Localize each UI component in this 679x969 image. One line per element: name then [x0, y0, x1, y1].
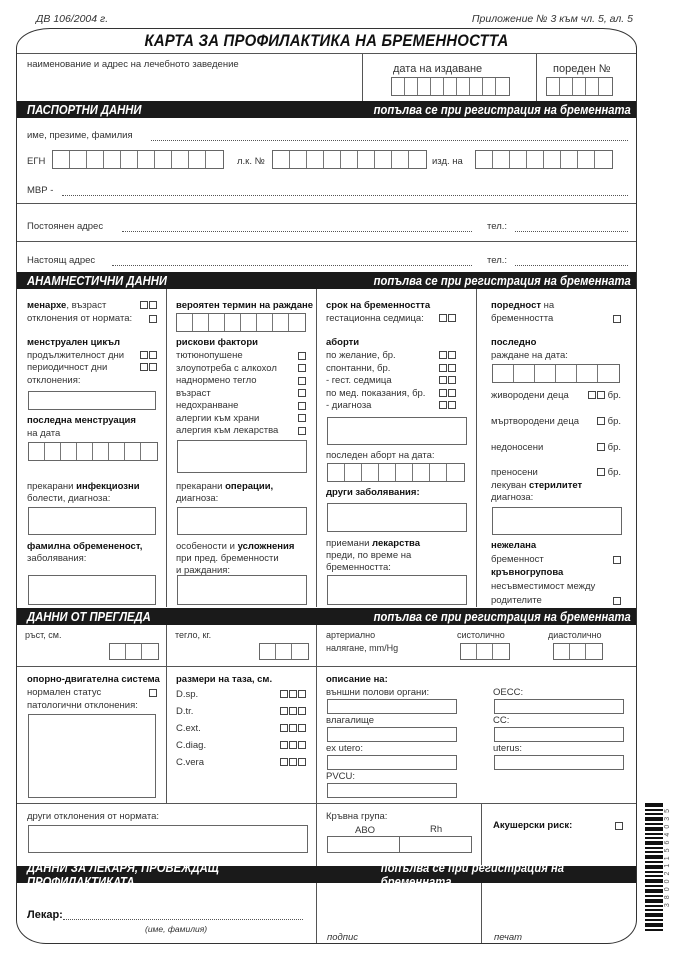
current-phone-input[interactable]	[515, 265, 628, 266]
checkbox[interactable]	[289, 690, 297, 698]
checkbox[interactable]	[280, 724, 288, 732]
checkbox[interactable]	[588, 391, 596, 399]
name-hint: (име, фамилия)	[145, 924, 208, 934]
abortion-item: по желание, бр.	[326, 350, 456, 361]
last-birth-title: последно	[491, 337, 537, 348]
checkbox[interactable]	[280, 707, 288, 715]
weight-input[interactable]	[259, 643, 309, 660]
current-address-label: Настоящ адрес	[27, 255, 96, 266]
deviations-label: отклонения:	[27, 375, 81, 386]
egn-label: ЕГН	[27, 156, 46, 167]
risk-factor-item: алергия към лекарства	[176, 425, 306, 436]
checkbox[interactable]	[280, 741, 288, 749]
phone-label: тел.:	[487, 255, 508, 266]
bp-label-2: налягане, mm/Hg	[326, 643, 399, 653]
doctor-name-input[interactable]	[63, 919, 303, 920]
periodicity-row: периодичност дни	[27, 362, 157, 373]
systolic-label: систолично	[457, 630, 505, 640]
unwanted-title: нежелана	[491, 540, 537, 551]
menarche-row: менархе, възраст	[27, 300, 157, 311]
section-doctor-header	[17, 860, 636, 889]
issue-date-label: дата на издаване	[393, 63, 483, 75]
abortion-item: спонтанни, бр.	[326, 363, 456, 374]
description-input[interactable]	[327, 783, 457, 798]
section-note: попълва се при регистрация на бременната	[373, 609, 631, 624]
risk-factor-item: алергии към храни	[176, 413, 306, 424]
diastolic-input[interactable]	[553, 643, 603, 660]
checkbox[interactable]	[439, 401, 447, 409]
pregnancy-card-form	[16, 28, 637, 944]
stamp-label: печат	[494, 932, 523, 943]
pelvis-title: размери на таза, см.	[176, 674, 273, 685]
annex-reference: Приложение № 3 към чл. 5, ал. 5	[471, 13, 633, 25]
checkbox[interactable]	[149, 301, 157, 309]
checkbox[interactable]	[149, 689, 157, 697]
permanent-phone-input[interactable]	[515, 231, 628, 232]
musculo-title: опорно-двигателна система	[27, 674, 160, 685]
checkbox[interactable]	[280, 758, 288, 766]
checkbox[interactable]	[149, 363, 157, 371]
checkbox[interactable]	[298, 352, 306, 360]
complications-label-3: и раждания:	[176, 565, 231, 576]
height-input[interactable]	[109, 643, 159, 660]
term-title: срок на бременността	[326, 300, 431, 311]
risk-factor-item: злоупотреба с алкохол	[176, 363, 306, 374]
blood-incompat-label-2: несъвместимост между	[491, 581, 596, 592]
infectious-label-2: болести, диагноза:	[27, 493, 111, 504]
checkbox[interactable]	[140, 351, 148, 359]
checkbox[interactable]	[439, 351, 447, 359]
rh-input[interactable]	[399, 836, 472, 853]
description-input[interactable]	[494, 755, 624, 770]
checkbox[interactable]	[140, 363, 148, 371]
checkbox[interactable]	[448, 364, 456, 372]
meds-input[interactable]	[327, 575, 467, 605]
serial-no-label: пореден №	[553, 63, 611, 75]
abortions-title: аборти	[326, 337, 360, 348]
risk-notes-input[interactable]	[177, 440, 307, 473]
checkbox[interactable]	[448, 314, 456, 322]
form-title: КАРТА ЗА ПРОФИЛАКТИКА НА БРЕМЕННОСТТА	[144, 31, 509, 50]
checkbox[interactable]	[439, 376, 447, 384]
due-date-title: вероятен термин на раждане	[176, 300, 314, 311]
serial-no-input[interactable]	[546, 77, 613, 96]
section-title: ДАННИ ОТ ПРЕГЛЕДА	[27, 609, 151, 624]
risk-factor-item: възраст	[176, 388, 306, 399]
issued-on-label: изд. на	[432, 156, 463, 167]
other-deviations-input[interactable]	[28, 825, 308, 853]
family-label: фамилна обремененост,	[27, 541, 143, 552]
description-label: CC:	[493, 715, 510, 726]
egn-input[interactable]	[52, 150, 224, 169]
last-abortion-label: последен аборт на дата:	[326, 450, 435, 461]
checkbox[interactable]	[439, 314, 447, 322]
checkbox[interactable]	[289, 707, 297, 715]
phone-label: тел.:	[487, 221, 508, 232]
description-input[interactable]	[494, 727, 624, 742]
last-menses-date-input[interactable]	[28, 442, 158, 461]
checkbox[interactable]	[298, 389, 306, 397]
permanent-address-label: Постоянен адрес	[27, 221, 104, 232]
description-input[interactable]	[494, 699, 624, 714]
obstetric-risk-row: Акушерски риск:	[493, 820, 623, 831]
name-label: име, презиме, фамилия	[27, 130, 133, 141]
normal-status-row: нормален статус	[27, 687, 157, 698]
blood-incompat-row: родителите	[491, 595, 621, 606]
checkbox[interactable]	[149, 315, 157, 323]
checkbox[interactable]	[613, 597, 621, 605]
barcode-digits: 3800211564035	[664, 805, 671, 908]
checkbox[interactable]	[298, 707, 306, 715]
section-note: попълва се при регистрация на бременната	[373, 273, 631, 288]
checkbox[interactable]	[439, 364, 447, 372]
pelvis-item: D.sp.	[176, 689, 306, 700]
pathology-label: патологични отклонения:	[27, 700, 138, 711]
checkbox[interactable]	[140, 301, 148, 309]
postterm-row: преносени бр.	[491, 467, 621, 478]
complications-label-2: при пред. бременности	[176, 553, 279, 564]
height-label: ръст, см.	[25, 630, 62, 640]
section-title: ПАСПОРТНИ ДАННИ	[27, 102, 142, 117]
due-date-input[interactable]	[176, 313, 306, 332]
checkbox[interactable]	[597, 391, 605, 399]
id-card-label: л.к. №	[237, 156, 265, 167]
section-anamnesis-header	[17, 272, 636, 289]
checkbox[interactable]	[149, 351, 157, 359]
gest-week-row: гестационна седмица:	[326, 313, 456, 324]
other-deviations-label: други отклонения от нормата:	[27, 811, 160, 822]
complications-label: особености и усложнения	[176, 541, 295, 552]
checkbox[interactable]	[298, 758, 306, 766]
blood-incompat-title: кръвногрупова	[491, 567, 564, 578]
barcode	[645, 803, 663, 943]
abo-label: ABO	[355, 825, 376, 836]
risk-factors-title: рискови фактори	[176, 337, 259, 348]
rh-label: Rh	[430, 824, 443, 835]
other-diseases-title: други заболявания:	[326, 487, 420, 498]
description-input[interactable]	[327, 699, 457, 714]
description-input[interactable]	[327, 727, 457, 742]
mvr-input[interactable]	[62, 195, 628, 196]
pelvis-item: C.ext.	[176, 723, 306, 734]
institution-label: наименование и адрес на лечебното заведение	[27, 59, 239, 70]
duration-row: продължителност дни	[27, 350, 157, 361]
description-label: влагалище	[326, 715, 375, 726]
checkbox[interactable]	[597, 468, 605, 476]
sterility-label-2: диагноза:	[491, 492, 534, 503]
order-row: бременността	[491, 313, 621, 324]
checkbox[interactable]	[298, 690, 306, 698]
signature-label: подпис	[327, 932, 359, 943]
description-label: OECC:	[493, 687, 524, 698]
mvr-label: МВР -	[27, 185, 54, 196]
current-address-input[interactable]	[112, 265, 472, 266]
risk-factor-item: наднормено тегло	[176, 375, 306, 386]
checkbox[interactable]	[448, 351, 456, 359]
risk-factor-item: тютюнопушене	[176, 350, 306, 361]
last-birth-label: раждане на дата:	[491, 350, 568, 361]
checkbox[interactable]	[448, 389, 456, 397]
checkbox[interactable]	[298, 402, 306, 410]
pelvis-item: C.vera	[176, 757, 306, 768]
checkbox[interactable]	[298, 364, 306, 372]
checkbox[interactable]	[298, 427, 306, 435]
meds-label: приемани лекарства	[326, 538, 420, 549]
checkbox[interactable]	[298, 724, 306, 732]
abortion-diagnosis-input[interactable]	[327, 417, 467, 445]
section-exam-header	[17, 608, 636, 625]
deviations-input[interactable]	[28, 391, 156, 410]
abortion-item: - диагноза	[326, 400, 456, 411]
family-label-2: заболявания:	[27, 553, 87, 564]
meds-label-2: преди, по време на	[326, 550, 412, 561]
checkbox[interactable]	[289, 758, 297, 766]
family-input[interactable]	[28, 575, 156, 605]
blood-group-label: Кръвна група:	[326, 811, 388, 822]
permanent-address-input[interactable]	[122, 231, 472, 232]
checkbox[interactable]	[439, 389, 447, 397]
issued-on-input[interactable]	[475, 150, 613, 169]
checkbox[interactable]	[280, 690, 288, 698]
section-passport-header	[17, 101, 636, 118]
weight-label: тегло, кг.	[175, 630, 212, 640]
checkbox[interactable]	[289, 741, 297, 749]
doctor-label: Лекар:	[27, 909, 63, 921]
checkbox[interactable]	[298, 414, 306, 422]
live-births-row: живородени деца бр.	[491, 390, 621, 401]
checkbox[interactable]	[298, 741, 306, 749]
section-title: АНАМНЕСТИЧНИ ДАННИ	[27, 273, 167, 288]
checkbox[interactable]	[615, 822, 623, 830]
sterility-label: лекуван стерилитет	[491, 480, 583, 491]
infectious-input[interactable]	[28, 507, 156, 535]
order-label: поредност на	[491, 300, 555, 311]
id-card-input[interactable]	[272, 150, 427, 169]
risk-factor-item: недохранване	[176, 400, 306, 411]
description-input[interactable]	[327, 755, 457, 770]
checkbox[interactable]	[597, 417, 605, 425]
description-label: uterus:	[493, 743, 523, 754]
abo-input[interactable]	[327, 836, 400, 853]
complications-input[interactable]	[177, 575, 307, 605]
sterility-input[interactable]	[492, 507, 622, 535]
checkbox[interactable]	[613, 556, 621, 564]
checkbox[interactable]	[289, 724, 297, 732]
section-title: ДАННИ ЗА ЛЕКАРЯ, ПРОВЕЖДАЩ ПРОФИЛАКТИКАТА	[27, 860, 219, 889]
last-menses-title: последна менструация	[27, 415, 136, 426]
checkbox[interactable]	[448, 376, 456, 384]
description-title: описание на:	[326, 674, 388, 685]
systolic-input[interactable]	[460, 643, 510, 660]
bp-label: артериално	[326, 630, 376, 640]
other-diseases-input[interactable]	[327, 503, 467, 532]
operations-label-2: диагноза:	[176, 493, 219, 504]
section-note: попълва се при регистрация на бременната	[373, 102, 631, 117]
cycle-title: менструален цикъл	[27, 337, 121, 348]
pathology-input[interactable]	[28, 714, 156, 798]
abortion-item: - гест. седмица	[326, 375, 456, 386]
operations-label: прекарани операции,	[176, 481, 274, 492]
name-input[interactable]	[151, 140, 628, 141]
description-label: PVCU:	[326, 771, 356, 782]
pelvis-item: C.diag.	[176, 740, 306, 751]
last-birth-date-input[interactable]	[492, 364, 620, 383]
checkbox[interactable]	[597, 443, 605, 451]
pelvis-item: D.tr.	[176, 706, 306, 717]
checkbox[interactable]	[298, 377, 306, 385]
checkbox[interactable]	[448, 401, 456, 409]
unwanted-row: бременност	[491, 554, 621, 565]
abortion-item: по мед. показания, бр.	[326, 388, 456, 399]
on-date-label: на дата	[27, 428, 61, 439]
stillbirths-row: мъртвородени деца бр.	[491, 416, 621, 427]
description-label: външни полови органи:	[326, 687, 430, 698]
infectious-label: прекарани инфекциозни	[27, 481, 140, 492]
gazette-reference: ДВ 106/2004 г.	[36, 13, 109, 25]
meds-label-3: бременността:	[326, 562, 391, 573]
issue-date-input[interactable]	[391, 77, 510, 96]
diastolic-label: диастолично	[548, 630, 602, 640]
section-note: попълва се при регистрация на бременната	[381, 860, 565, 889]
operations-input[interactable]	[177, 507, 307, 535]
premature-row: недоносени бр.	[491, 442, 621, 453]
deviation-row: отклонения от нормата:	[27, 313, 157, 324]
checkbox[interactable]	[613, 315, 621, 323]
last-abortion-date-input[interactable]	[327, 463, 465, 482]
description-label: ex utero:	[326, 743, 363, 754]
